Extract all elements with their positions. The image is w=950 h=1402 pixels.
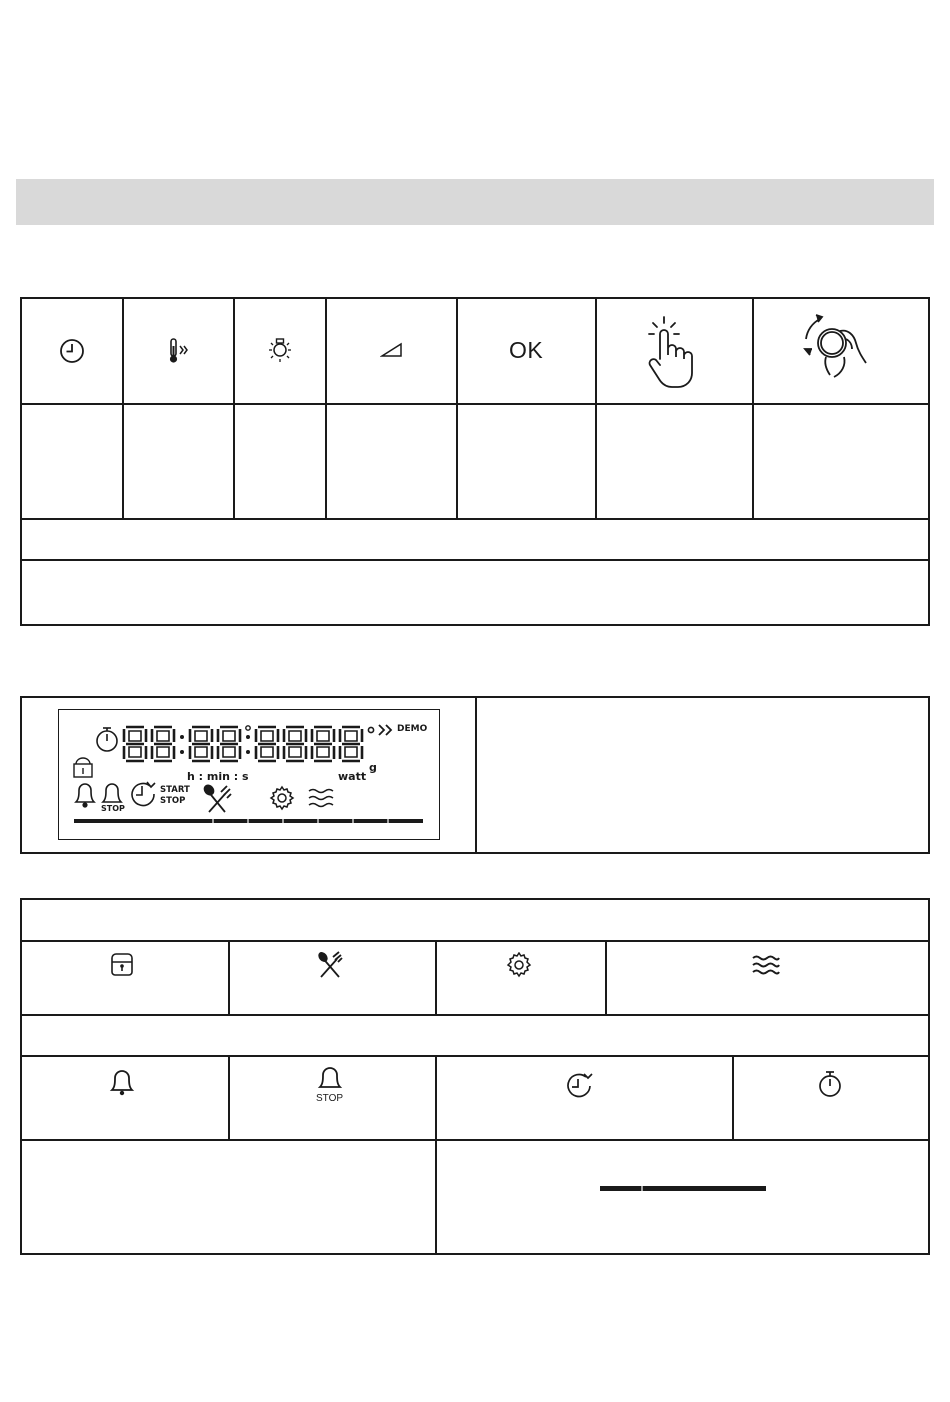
door-lock-icon	[109, 952, 135, 978]
lcd-bell-icon	[76, 784, 94, 807]
lcd-cutlery-icon	[203, 784, 231, 812]
lcd-display	[58, 709, 440, 840]
lcd-steam-icon	[309, 790, 333, 807]
progress-bar-icon	[600, 1186, 768, 1192]
lcd-timer-icon	[97, 728, 117, 751]
fast-heat-icon	[166, 337, 192, 365]
lcd-watt-label: watt	[338, 770, 367, 783]
lamp-icon	[266, 337, 294, 365]
clock-icon	[59, 338, 85, 364]
bell-stop-icon	[317, 1066, 343, 1092]
lcd-time-units: h : min : s	[187, 770, 249, 783]
rotary-knob-icon	[802, 309, 872, 389]
lcd-bell-stop-label: STOP	[101, 804, 125, 813]
gear-icon	[506, 952, 532, 978]
bell-icon	[109, 1068, 135, 1098]
display-table	[20, 696, 930, 854]
ok-icon: OK	[509, 337, 544, 363]
controls-table	[20, 297, 930, 626]
lcd-gram-label: g	[369, 761, 377, 774]
touch-hand-icon	[644, 315, 700, 389]
lcd-lock-icon	[74, 758, 92, 777]
clock-arrow-icon	[566, 1071, 596, 1099]
lcd-stop-label: STOP	[160, 796, 186, 806]
lcd-start-label: START	[160, 785, 190, 795]
power-level-icon	[380, 341, 404, 359]
lcd-bell-stop-icon	[103, 784, 121, 802]
symbols-table	[20, 898, 930, 1255]
bell-stop-label: STOP	[316, 1093, 344, 1104]
steam-icon	[751, 953, 781, 975]
section-header-band	[16, 179, 934, 225]
timer-icon	[817, 1069, 843, 1099]
lcd-gear-icon	[271, 787, 293, 809]
cutlery-icon	[317, 951, 343, 979]
lcd-clock-arrow-icon	[132, 782, 155, 805]
lcd-demo-label: DEMO	[397, 724, 428, 734]
